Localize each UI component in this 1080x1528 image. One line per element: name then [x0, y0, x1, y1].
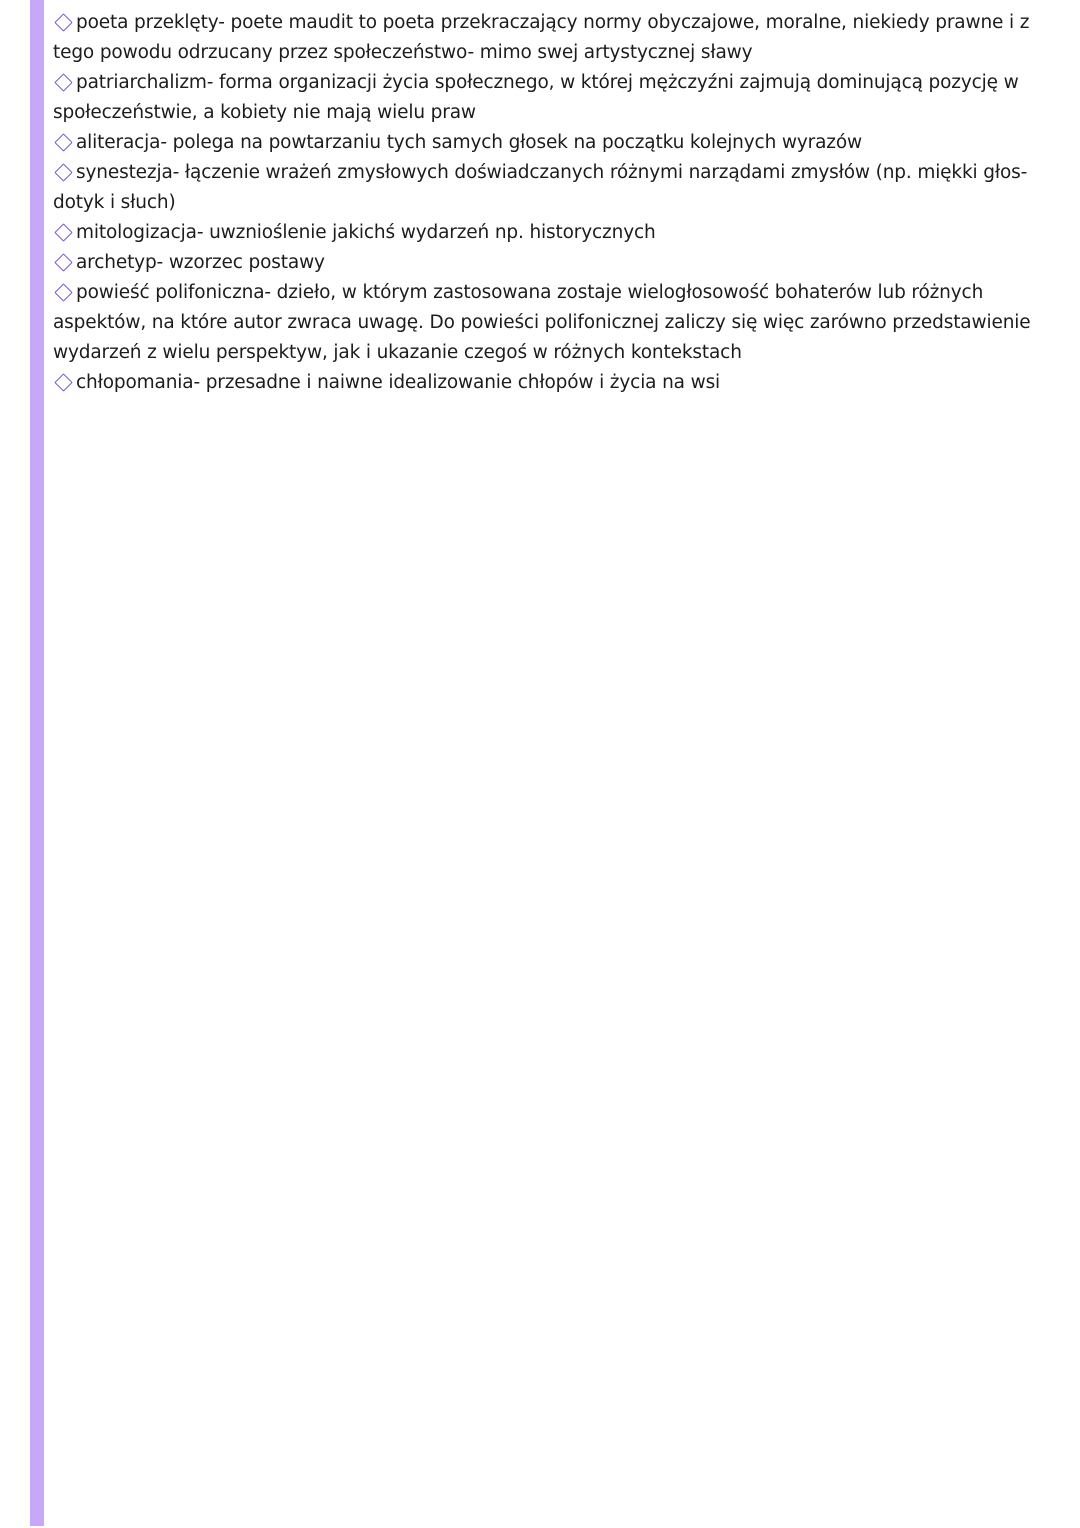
diamond-outline-icon	[54, 163, 72, 181]
entry-text: chłopomania- przesadne i naiwne idealizowanie chłopów i życia na wsi	[76, 372, 721, 393]
list-item	[53, 278, 1053, 368]
list-item	[53, 68, 1053, 128]
list-item	[53, 158, 1053, 218]
list-item	[53, 128, 1053, 158]
list-item	[53, 218, 1053, 248]
entry-text: archetyp- wzorzec postawy	[76, 252, 325, 273]
entry-text: powieść polifoniczna- dzieło, w którym zastosowana zostaje wielogłosowość bohaterów lub różnych aspektów, na które autor zwraca uwagę. Do powieści polifonicznej zaliczy się więc zarówno przedstawienie wydarzeń z wielu perspektyw, jak i ukazanie czegoś w różnych kontekstach	[53, 282, 1031, 363]
list-item	[53, 368, 1053, 398]
notes-list	[53, 8, 1053, 398]
margin-bar	[30, 0, 44, 1526]
diamond-outline-icon	[54, 13, 72, 31]
list-item	[53, 248, 1053, 278]
diamond-outline-icon	[54, 373, 72, 391]
entry-text: synestezja- łączenie wrażeń zmysłowych doświadczanych różnymi narządami zmysłów (np. miękki głos- dotyk i słuch)	[53, 162, 1028, 213]
list-item	[53, 8, 1053, 68]
diamond-outline-icon	[54, 253, 72, 271]
diamond-outline-icon	[54, 133, 72, 151]
entry-text: patriarchalizm- forma organizacji życia społecznego, w której mężczyźni zajmują dominującą pozycję w społeczeństwie, a kobiety nie mają wielu praw	[53, 72, 1019, 123]
entry-text: aliteracja- polega na powtarzaniu tych samych głosek na początku kolejnych wyrazów	[76, 132, 863, 153]
diamond-outline-icon	[54, 283, 72, 301]
entry-text: mitologizacja- uwznioślenie jakichś wydarzeń np. historycznych	[76, 222, 656, 243]
entry-text: poeta przeklęty- poete maudit to poeta przekraczający normy obyczajowe, moralne, niekiedy prawne i z tego powodu odrzucany przez społeczeństwo- mimo swej artystycznej sławy	[53, 12, 1030, 63]
diamond-outline-icon	[54, 223, 72, 241]
diamond-outline-icon	[54, 73, 72, 91]
